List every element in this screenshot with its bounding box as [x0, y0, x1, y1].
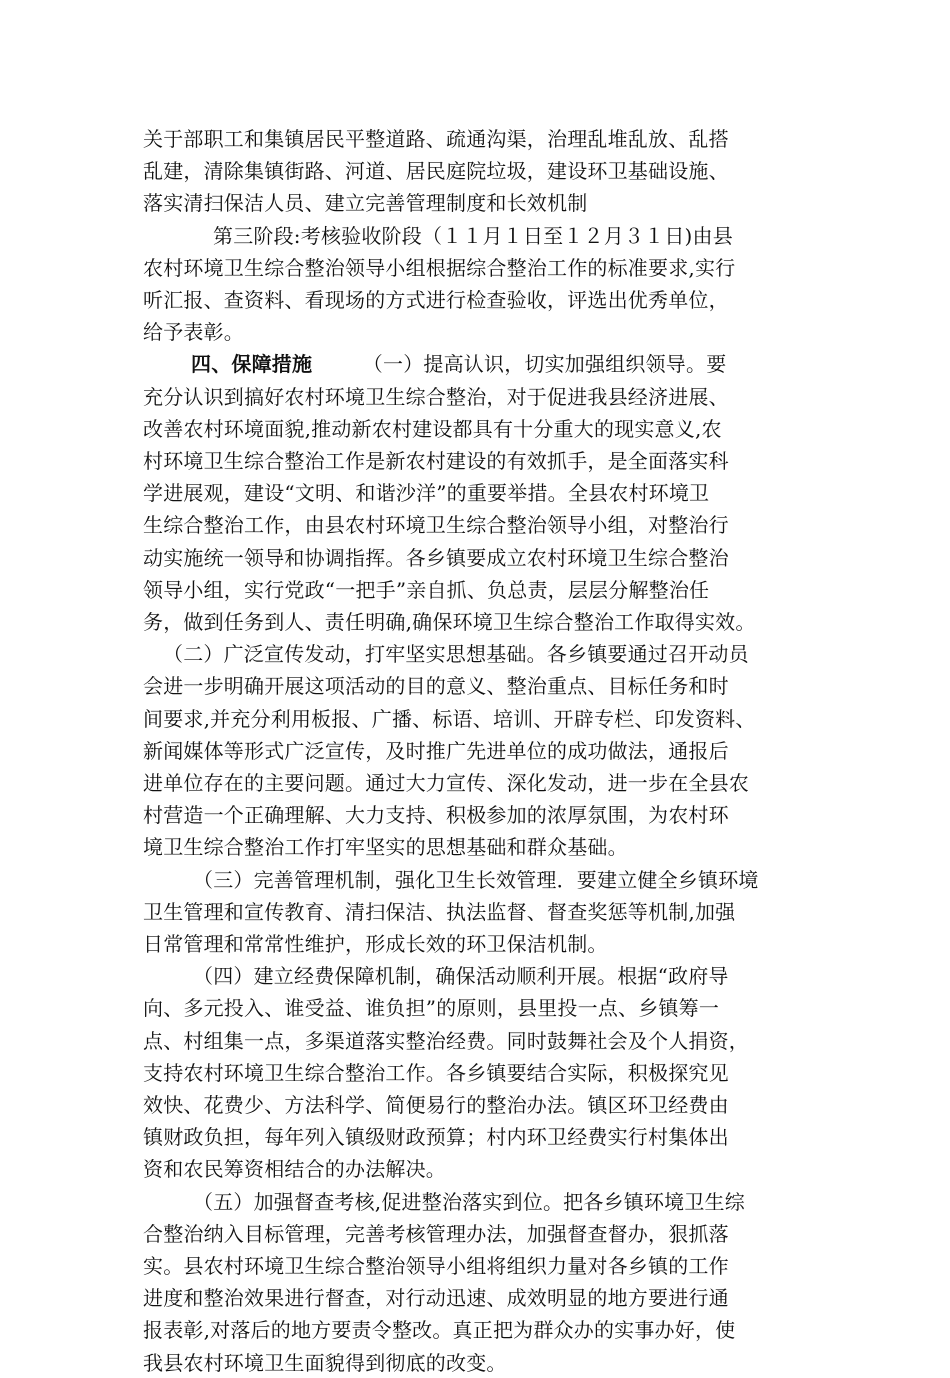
- text-line: [143, 349, 861, 379]
- line-text: 效快、花费少、方法科学、简便易行的整治办法。镇区环卫经费由: [143, 1093, 729, 1117]
- line-text: （三）完善管理机制，强化卫生长效管理．要建立健全乡镇环境: [193, 867, 759, 892]
- text-line: [143, 1090, 813, 1120]
- text-line: [143, 1122, 813, 1152]
- text-line: [143, 543, 813, 573]
- text-line: [143, 575, 813, 605]
- line-text: 日常管理和常常性维护，形成长效的环卫保洁机制。: [143, 932, 608, 956]
- text-line: [143, 736, 813, 766]
- text-line: [143, 414, 813, 444]
- line-text: 我县农村环境卫生面貌得到彻底的改变。: [143, 1350, 507, 1375]
- line-text: 听汇报、查资料、看现场的方式进行检查验收，评选出优秀单位，: [143, 288, 729, 312]
- text-line: [143, 124, 813, 154]
- line-text: 村营造一个正确理解、大力支持、积极参加的浓厚氛围，为农村环: [143, 803, 729, 828]
- text-line: [143, 704, 813, 734]
- line-text: 合整治纳入目标管理，完善考核管理办法，加强督查督办，狠抓落: [143, 1221, 729, 1246]
- line-text: 支持农村环境卫生综合整治工作。各乡镇要结合实际，积极探究见: [143, 1060, 729, 1085]
- text-line: [143, 607, 813, 637]
- line-text: 新闻媒体等形式广泛宣传，及时推广先进单位的成功做法，通报后: [143, 738, 729, 763]
- line-text: 乱建，清除集镇街路、河道、居民庭院垃圾，建设环卫基础设施、: [143, 159, 729, 184]
- text-line: [143, 1283, 813, 1313]
- line-text: 第三阶段:考核验收阶段（１１月１日至１２月３１日)由县: [213, 223, 733, 248]
- text-line: [143, 253, 813, 283]
- text-line: [143, 382, 813, 412]
- line-text: 进单位存在的主要问题。通过大力宣传、深化发动，进一步在全县农: [143, 771, 749, 795]
- line-text: 动实施统一领导和协调指挥。各乡镇要成立农村环境卫生综合整治: [143, 545, 729, 570]
- text-line: [143, 897, 813, 927]
- text-line: [143, 639, 833, 669]
- text-line: [143, 671, 813, 701]
- line-text: 会进一步明确开展这项活动的目的意义、整治重点、目标任务和时: [143, 674, 729, 699]
- text-line: [143, 510, 813, 540]
- text-line: [143, 993, 813, 1023]
- text-line: [143, 156, 813, 186]
- line-text: 进度和整治效果进行督查，对行动迅速、成效明显的地方要进行通: [143, 1286, 729, 1311]
- text-line: [143, 1315, 813, 1345]
- line-text: 村环境卫生综合整治工作是新农村建设的有效抓手，是全面落实科: [143, 449, 729, 473]
- line-text: 务，做到任务到人、责任明确,确保环境卫生综合整治工作取得实效。: [143, 610, 756, 634]
- line-text: 生综合整治工作，由县农村环境卫生综合整治领导小组，对整治行: [143, 513, 729, 538]
- text-line: [143, 188, 813, 218]
- line-text: （五）加强督查考核,促进整治落实到位。把各乡镇环境卫生综: [193, 1189, 745, 1214]
- text-line: [143, 961, 863, 991]
- line-text: 实。县农村环境卫生综合整治领导小组将组织力量对各乡镇的工作: [143, 1254, 729, 1278]
- text-line: [143, 1219, 813, 1249]
- text-line: [143, 446, 813, 476]
- line-text: 向、多元投入、谁受益、谁负担”的原则，县里投一点、乡镇筹一: [143, 996, 720, 1021]
- text-line: [143, 929, 813, 959]
- section-heading: 四、保障措施: [191, 352, 313, 377]
- line-text: 卫生管理和宣传教育、清扫保洁、执法监督、督查奖惩等机制,加强: [143, 899, 736, 924]
- text-line: [143, 768, 813, 798]
- text-line: [143, 1058, 813, 1088]
- line-text: 领导小组，实行党政“一把手”亲自抓、负总责，层层分解整治任: [143, 577, 710, 602]
- text-line: [143, 317, 813, 347]
- line-text: 充分认识到搞好农村环境卫生综合整治，对于促进我县经济进展、: [143, 384, 729, 409]
- line-text: 间要求,并充分利用板报、广播、标语、培训、开辟专栏、印发资料、: [143, 706, 756, 731]
- line-text: 境卫生综合整治工作打牢坚实的思想基础和群众基础。: [143, 835, 628, 860]
- line-text: （二）广泛宣传发动，打牢坚实思想基础。各乡镇要通过召开动员: [163, 642, 749, 667]
- line-text: 资和农民筹资相结合的办法解决。: [143, 1157, 446, 1182]
- text-line: [143, 1026, 813, 1056]
- line-text: 关于部职工和集镇居民平整道路、疏通沟渠，治理乱堆乱放、乱搭: [143, 127, 729, 151]
- line-text: 改善农村环境面貌,推动新农村建设都具有十分重大的现实意义,农: [143, 416, 722, 441]
- text-line: [143, 478, 813, 508]
- line-text: 镇财政负担，每年列入镇级财政预算；村内环卫经费实行村集体出: [143, 1125, 729, 1150]
- line-text: 点、村组集一点，多渠道落实整治经费。同时鼓舞社会及个人捐资，: [143, 1028, 749, 1053]
- line-text: 报表彰,对落后的地方要责令整改。真正把为群众办的实事办好，使: [143, 1318, 736, 1343]
- line-text: （一）提高认识，切实加强组织领导。要: [312, 352, 727, 377]
- text-line: [143, 865, 863, 895]
- line-text: 农村环境卫生综合整治领导小组根据综合整治工作的标准要求,实行: [143, 255, 736, 280]
- text-line: [143, 221, 883, 251]
- text-line: [143, 800, 813, 830]
- text-line: [143, 1154, 813, 1184]
- text-line: [143, 285, 813, 315]
- text-line: [143, 1348, 813, 1378]
- text-line: [143, 1251, 813, 1281]
- line-text: （四）建立经费保障机制，确保活动顺利开展。根据“政府导: [193, 964, 729, 989]
- line-text: 学进展观，建设“文明、和谐沙洋”的重要举措。全县农村环境卫: [143, 481, 710, 506]
- text-line: [143, 1187, 863, 1217]
- text-line: [143, 832, 813, 862]
- line-text: 给予表彰。: [143, 320, 244, 345]
- line-text: 落实清扫保洁人员、建立完善管理制度和长效机制: [143, 191, 588, 216]
